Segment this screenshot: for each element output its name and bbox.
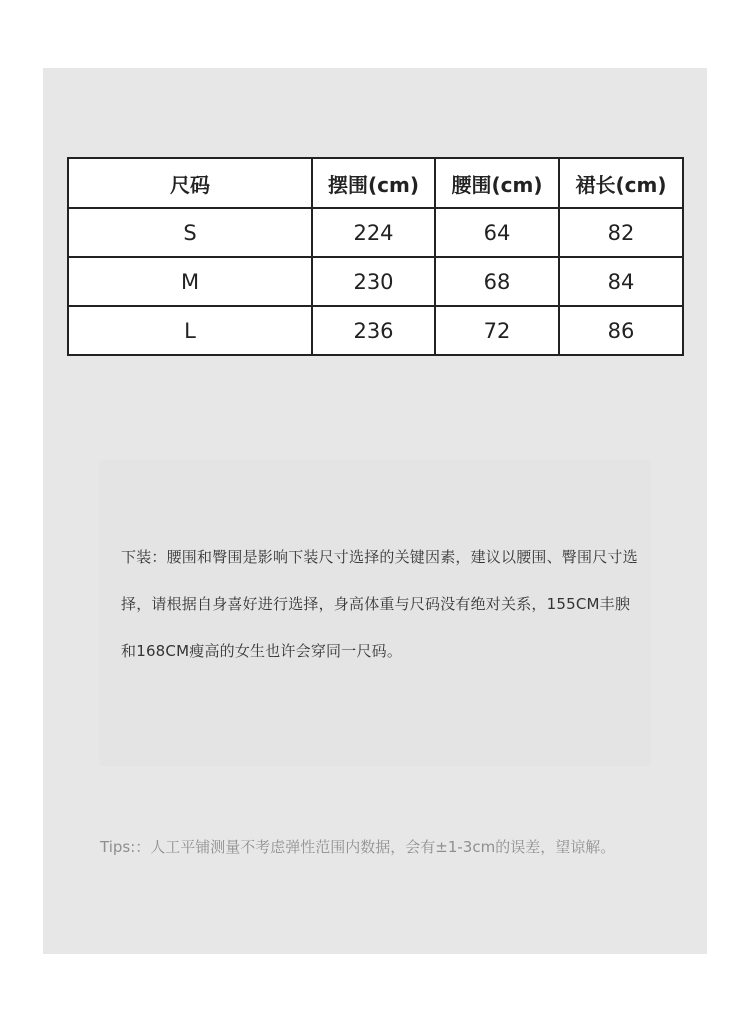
sizing-note-box — [99, 460, 651, 766]
size-table — [67, 157, 684, 356]
table-row — [68, 208, 683, 257]
header-skirt-length: 裙长(cm) — [559, 158, 683, 208]
sizing-note-text: 下装：腰围和臀围是影响下装尺寸选择的关键因素，建议以腰围、臀围尺寸选择，请根据自身喜好进行选择，身高体重与尺码没有绝对关系，155CM丰腴和168CM瘦高的女生也许会穿同一尺码。 — [121, 548, 638, 660]
cell-size: L — [68, 306, 312, 355]
cell-waist: 68 — [435, 257, 559, 306]
measurement-tips: Tips:：人工平铺测量不考虑弹性范围内数据，会有±1-3cm的误差，望谅解。 — [100, 838, 616, 856]
cell-length: 82 — [559, 208, 683, 257]
table-row — [68, 306, 683, 355]
table-row — [68, 257, 683, 306]
table-header-row — [68, 158, 683, 208]
cell-waist: 64 — [435, 208, 559, 257]
header-size: 尺码 — [68, 158, 312, 208]
cell-waist: 72 — [435, 306, 559, 355]
cell-length: 84 — [559, 257, 683, 306]
cell-hem: 230 — [312, 257, 435, 306]
cell-hem: 224 — [312, 208, 435, 257]
cell-size: S — [68, 208, 312, 257]
header-hem-circumference: 摆围(cm) — [312, 158, 435, 208]
header-waist: 腰围(cm) — [435, 158, 559, 208]
size-chart-panel — [43, 68, 707, 954]
cell-size: M — [68, 257, 312, 306]
cell-hem: 236 — [312, 306, 435, 355]
cell-length: 86 — [559, 306, 683, 355]
